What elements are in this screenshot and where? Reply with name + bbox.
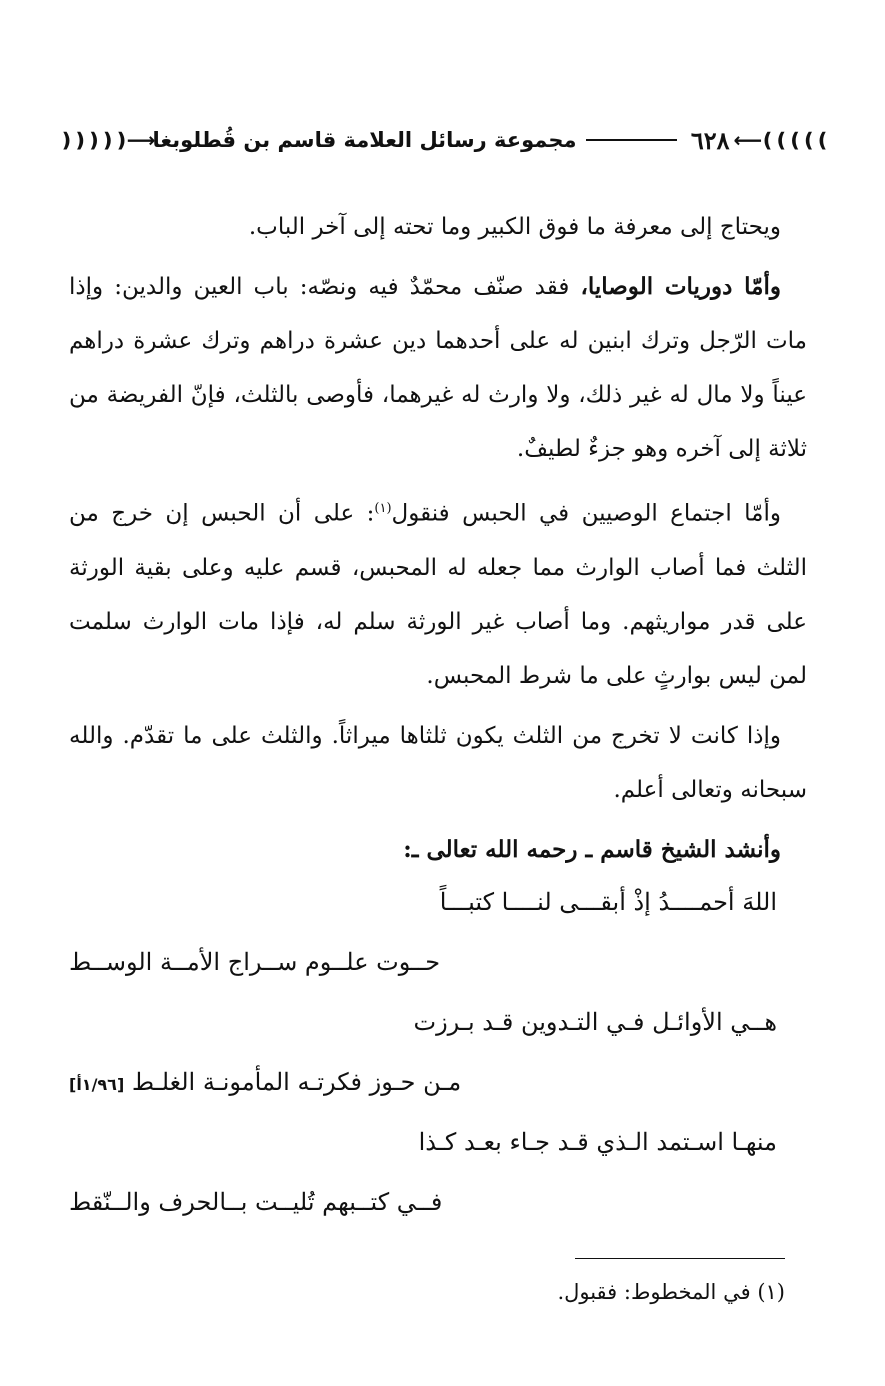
header-ornament-left: ❫❫❫❫❫⟶ xyxy=(58,128,153,152)
paragraph-3 xyxy=(69,482,807,703)
footnote xyxy=(85,1272,785,1312)
footnote-reference: (١) xyxy=(374,501,392,516)
paragraph-2-heading: وأمّا دوريات الوصايا، xyxy=(580,273,781,300)
footnote-text: في المخطوط: فقبول. xyxy=(557,1280,751,1304)
paragraph-3-text-b: : على أن الحبس إن خرج من الثلث فما أصاب الوارث مما جعله له المحبس، قسم عليه وعلى بقية الورثة على قدر مواريثهم. وما أصاب غير الورثة سلم له، فإذا مات الوارث سلمت لمن ليس بوارثٍ على ما شرط المحبس. xyxy=(69,500,807,689)
paragraph-3-text-a: وأمّا اجتماع الوصيين في الحبس فنقول xyxy=(391,500,781,527)
poem-introduction: وأنشد الشيخ قاسم ـ رحمه الله تعالى ـ: xyxy=(403,835,781,863)
verse-1-second-hemistich: حــوت علــوم ســراج الأمــة الوســط xyxy=(69,948,441,976)
verse-3-second-hemistich: فــي كتــبهم تُليــت بــالحرف والــنّقط xyxy=(69,1188,443,1216)
verse-1-first-hemistich: اللهَ أحمــــدُ إذْ أبقـــى لنــــا كتبـــاً xyxy=(439,888,777,916)
page-number: ٦٢٨ xyxy=(690,125,730,155)
header-ornament-right: ⟵❪❪❪❪❪ xyxy=(733,128,828,152)
verse-3-first-hemistich: منهـا اسـتمد الـذي قـد جـاء بعـد كـذا xyxy=(418,1128,777,1156)
paragraph-2-text: فقد صنّف محمّدٌ فيه ونصّه: باب العين والدين: وإذا مات الرّجل وترك ابنين له على أحدهما دين عشرة دراهم وترك عشرة دراهم عيناً ولا مال له غير ذلك، ولا وارث له غيرهما، فأوصى بالثلث، فإنّ الفريضة من ثلاثة إلى آخره وهو جزءٌ لطيفٌ. xyxy=(69,274,807,462)
paragraph-1: ويحتاج إلى معرفة ما فوق الكبير وما تحته إلى آخر الباب. xyxy=(248,214,781,240)
verse-2-second-text: مـن حـوز فكرتـه المأمونـة الغلـط xyxy=(131,1068,462,1096)
header-rule xyxy=(586,139,676,141)
paragraph-4: وإذا كانت لا تخرج من الثلث يكون ثلثاها ميراثاً. والثلث على ما تقدّم. والله سبحانه وتعالى أعلم. xyxy=(69,722,807,803)
footnote-marker: (١) xyxy=(757,1280,785,1304)
body-text xyxy=(69,200,807,883)
header-title: مجموعة رسائل العلامة قاسم بن قُطلوبغا xyxy=(152,128,577,152)
paragraph-2 xyxy=(69,260,807,476)
footnote-separator xyxy=(575,1258,785,1259)
running-header xyxy=(58,118,828,162)
verse-2-first-hemistich: هــي الأوائـل فـي التـدوين قـد بـرزت xyxy=(413,1008,777,1036)
poem xyxy=(69,872,807,1232)
manuscript-folio-reference: [١/٩٦أ] xyxy=(69,1075,125,1094)
verse-2-second-hemistich xyxy=(69,1052,807,1112)
